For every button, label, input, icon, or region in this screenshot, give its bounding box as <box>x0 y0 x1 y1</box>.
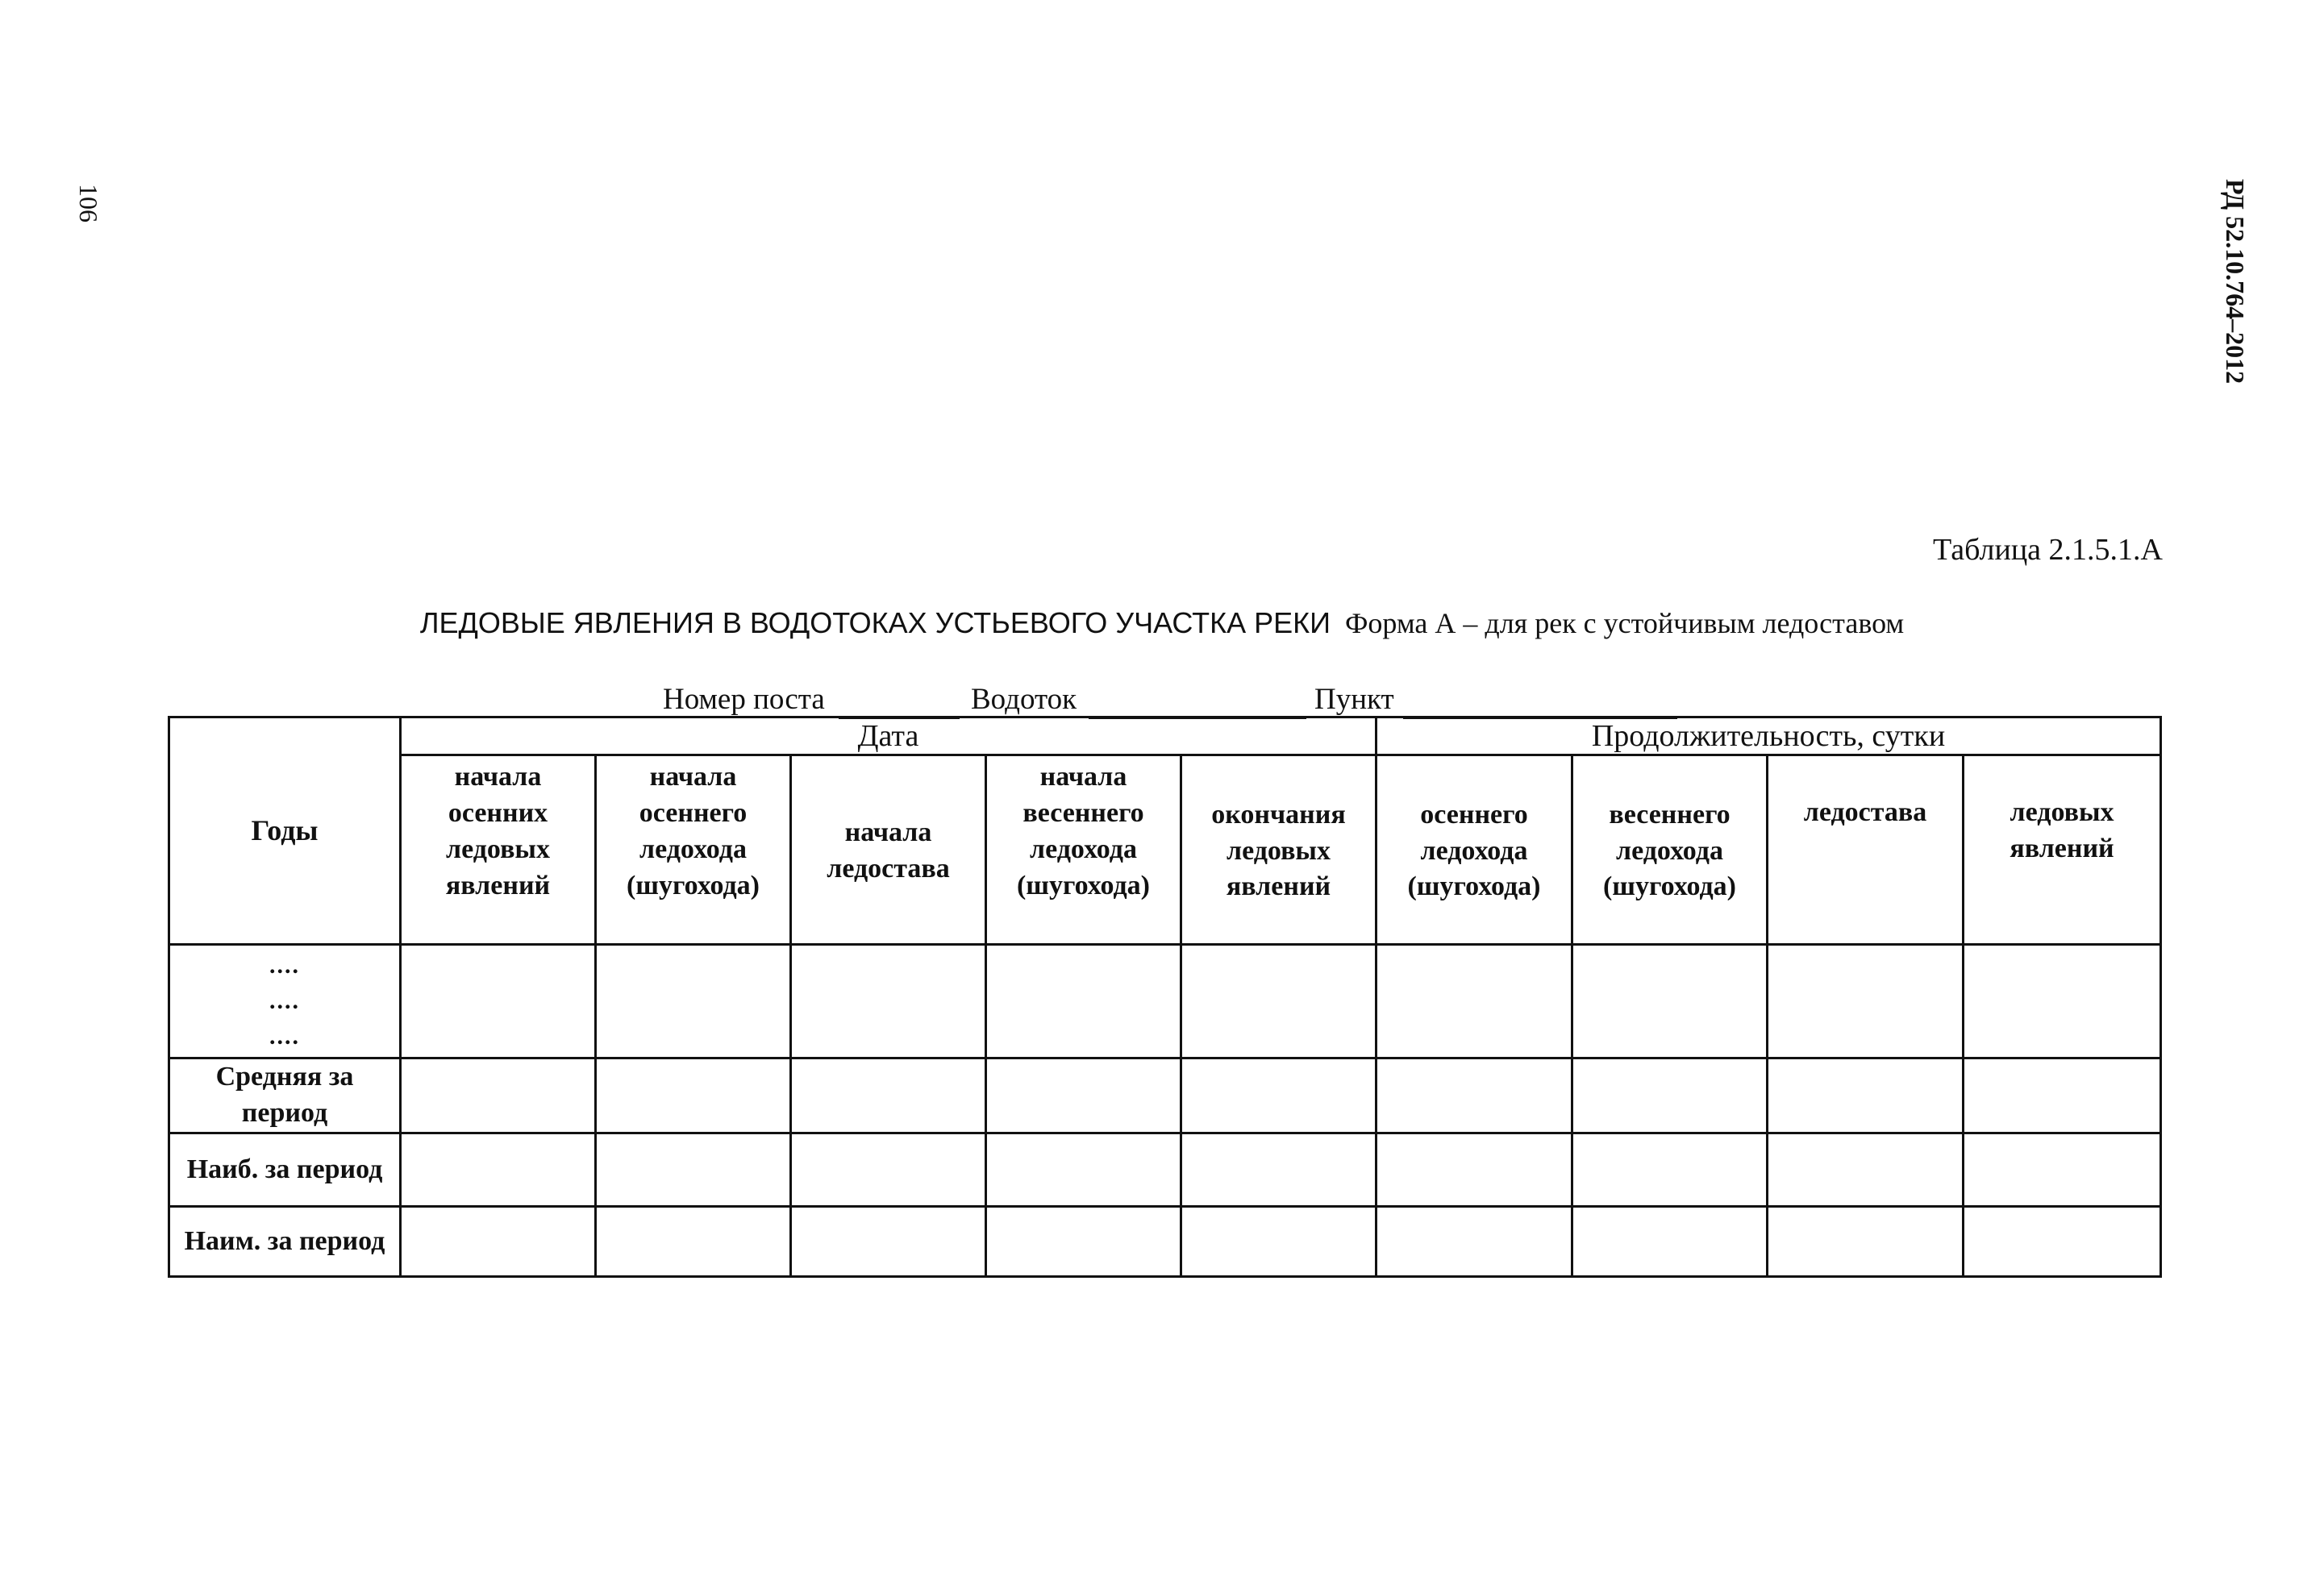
table-cell <box>596 1058 791 1133</box>
years-ellipsis <box>169 945 401 1058</box>
column-header-freeze-duration: ледостава <box>1768 755 1964 945</box>
ellipsis-line: .... <box>269 1023 300 1050</box>
table-cell <box>1376 945 1572 1058</box>
table-column-header-row <box>169 755 2161 945</box>
row-label-average: Средняя за период <box>169 1058 401 1133</box>
table-cell <box>1376 1133 1572 1207</box>
column-header-autumn-drift-duration: осеннего ледохода (шугохода) <box>1376 755 1572 945</box>
table-cell <box>401 1133 596 1207</box>
table-cell <box>1572 1058 1768 1133</box>
column-header-ice-end: окончания ледовых явлений <box>1181 755 1376 945</box>
table-cell <box>1964 1207 2161 1277</box>
table-cell <box>1768 1207 1964 1277</box>
table-cell <box>1376 1207 1572 1277</box>
row-label-max: Наиб. за период <box>169 1133 401 1207</box>
table-number: Таблица 2.1.5.1.А <box>1933 533 2163 567</box>
table-cell <box>986 1058 1181 1133</box>
document-code: РД 52.10.764–2012 <box>2221 179 2250 385</box>
table-cell <box>596 1207 791 1277</box>
table-cell <box>596 945 791 1058</box>
ellipsis-line: .... <box>269 988 300 1014</box>
field-post-label: Номер поста <box>663 683 825 716</box>
table-cell <box>1376 1058 1572 1133</box>
table-cell <box>401 1207 596 1277</box>
table-cell <box>1181 1207 1376 1277</box>
table-cell <box>1572 945 1768 1058</box>
field-watercourse-label: Водоток <box>971 683 1077 716</box>
table-cell <box>986 1133 1181 1207</box>
column-header-autumn-ice-start: начала осенних ледовых явлений <box>401 755 596 945</box>
table-cell <box>1181 945 1376 1058</box>
table-cell <box>791 945 986 1058</box>
table-title-form: Форма А – для рек с устойчивым ледоставом <box>1344 607 1905 639</box>
table-cell <box>1572 1133 1768 1207</box>
table-cell <box>1964 945 2161 1058</box>
field-point-label: Пункт <box>1314 683 1394 716</box>
table-row-min <box>169 1207 2161 1277</box>
ellipsis-line: .... <box>269 952 300 979</box>
table-title-main: ЛЕДОВЫЕ ЯВЛЕНИЯ В ВОДОТОКАХ УСТЬЕВОГО УЧАСТКА РЕКИ <box>419 606 1331 639</box>
page-number: 106 <box>74 184 103 222</box>
table-cell <box>1768 945 1964 1058</box>
table-cell <box>596 1133 791 1207</box>
column-header-spring-drift-duration: весеннего ледохода (шугохода) <box>1572 755 1768 945</box>
table-cell <box>1964 1058 2161 1133</box>
ice-phenomena-table <box>168 716 2162 1278</box>
table-cell <box>791 1133 986 1207</box>
table-cell <box>986 945 1181 1058</box>
table-cell <box>1964 1133 2161 1207</box>
column-header-freeze-start: начала ледостава <box>791 755 986 945</box>
column-header-autumn-drift-start: начала осеннего ледохода (шугохода) <box>596 755 791 945</box>
table-row-average <box>169 1058 2161 1133</box>
table-cell <box>1572 1207 1768 1277</box>
table-row-max <box>169 1133 2161 1207</box>
table-cell <box>791 1207 986 1277</box>
table-group-header-row <box>169 717 2161 755</box>
table-title <box>0 606 2324 640</box>
table-cell <box>401 1058 596 1133</box>
table-cell <box>1768 1133 1964 1207</box>
column-header-ice-duration: ледовых явлений <box>1964 755 2161 945</box>
table-cell <box>1181 1058 1376 1133</box>
table-cell <box>1768 1058 1964 1133</box>
column-header-spring-drift-start: начала весеннего ледохода (шугохода) <box>986 755 1181 945</box>
table-cell <box>401 945 596 1058</box>
table-cell <box>986 1207 1181 1277</box>
group-header-duration: Продолжительность, сутки <box>1376 717 2161 755</box>
table-cell <box>1181 1133 1376 1207</box>
table-row-years <box>169 945 2161 1058</box>
column-header-years: Годы <box>169 717 401 945</box>
table-cell <box>791 1058 986 1133</box>
group-header-date: Дата <box>401 717 1376 755</box>
row-label-min: Наим. за период <box>169 1207 401 1277</box>
